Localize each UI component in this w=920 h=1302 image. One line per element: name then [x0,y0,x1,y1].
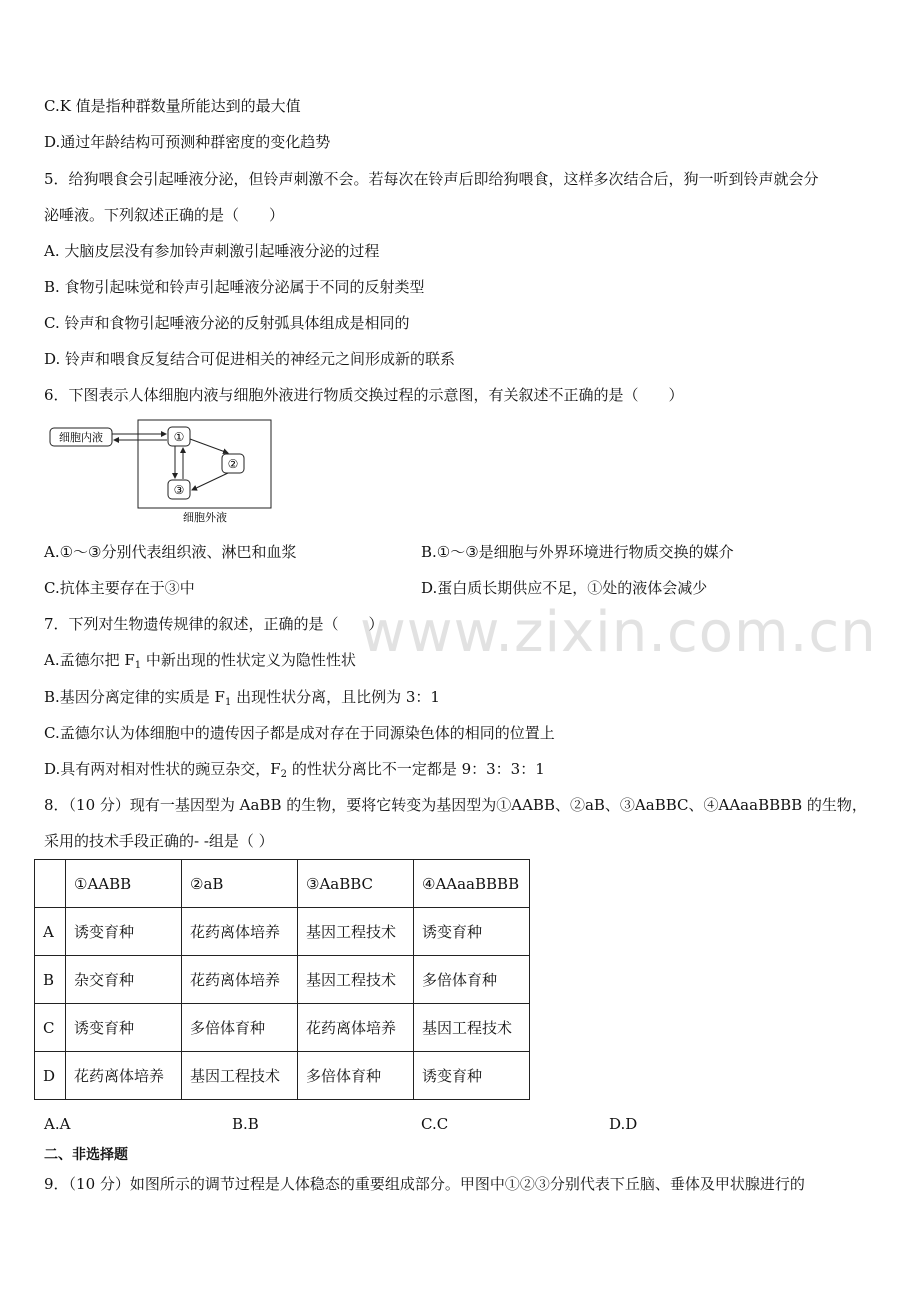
table-cell: 多倍体育种 [298,1052,414,1100]
table-row-label: A [35,908,66,956]
q8-stem-line2: 采用的技术手段正确的- -组是（ ） [44,832,274,850]
table-cell: 基因工程技术 [298,956,414,1004]
q8-option-b: B.B [232,1115,259,1133]
table-row [35,1052,530,1100]
table-cell: 诱变育种 [414,908,530,956]
q5-stem-line2: 泌唾液。下列叙述正确的是（ ） [44,206,285,224]
q5-option-a: A. 大脑皮层没有参加铃声刺激引起唾液分泌的过程 [44,242,380,260]
section-heading: 二、非选择题 [44,1147,128,1163]
q5-option-d: D. 铃声和喂食反复结合可促进相关的神经元之间形成新的联系 [44,350,456,368]
q4-option-c: C.K 值是指种群数量所能达到的最大值 [44,97,301,115]
table-row-label: D [35,1052,66,1100]
table-header-cell: ④AAaaBBBB [414,860,530,908]
table-row-label: B [35,956,66,1004]
q8-stem-line1: 8．（10 分）现有一基因型为 AaBB 的生物，要将它转变为基因型为①AABB、②aB、③AaBBC、④AAaaBBBB 的生物， [44,796,867,814]
table-header-cell: ①AABB [66,860,182,908]
q6-stem: 6．下图表示人体细胞内液与细胞外液进行物质交换过程的示意图，有关叙述不正确的是（ ） [44,386,684,404]
node-1-label: ① [173,430,185,444]
q5-option-b: B. 食物引起味觉和铃声引起唾液分泌属于不同的反射类型 [44,278,425,296]
table-cell: 基因工程技术 [414,1004,530,1052]
table-cell: 多倍体育种 [182,1004,298,1052]
table-row [35,956,530,1004]
q8-option-d: D.D [609,1115,638,1133]
table-cell: 诱变育种 [414,1052,530,1100]
intracellular-label: 细胞内液 [59,431,103,444]
q7-option-c: C.孟德尔认为体细胞中的遗传因子都是成对存在于同源染色体的相同的位置上 [44,724,555,742]
table-cell: 花药离体培养 [182,908,298,956]
table-cell: 多倍体育种 [414,956,530,1004]
q9-stem: 9．（10 分）如图所示的调节过程是人体稳态的重要组成部分。甲图中①②③分别代表下丘脑、垂体及甲状腺进行的 [44,1175,805,1193]
table-row-label: C [35,1004,66,1052]
watermark: www.zixin.com.cn [360,600,877,665]
arrow-1-to-2 [190,439,228,453]
q6-option-d: D.蛋白质长期供应不足，①处的液体会减少 [421,579,708,597]
q5-option-c: C. 铃声和食物引起唾液分泌的反射弧具体组成是相同的 [44,314,410,332]
table-cell: 杂交育种 [66,956,182,1004]
table-cell: 花药离体培养 [66,1052,182,1100]
table-header-cell: ②aB [182,860,298,908]
q7-option-a: A.孟德尔把 $F_1$ 中新出现的性状定义为隐性性状 [44,651,356,671]
q4-option-d: D.通过年龄结构可预测种群密度的变化趋势 [44,133,331,151]
table-cell: 基因工程技术 [182,1052,298,1100]
table-cell: 基因工程技术 [298,908,414,956]
table-cell: 花药离体培养 [298,1004,414,1052]
table-row [35,1004,530,1052]
extracellular-label: 细胞外液 [183,511,227,524]
q8-option-a: A.A [44,1115,71,1133]
table-header-cell: ③AaBBC [298,860,414,908]
table-header-row [35,860,530,908]
q6-option-b: B.①～③是细胞与外界环境进行物质交换的媒介 [421,543,734,561]
q7-option-d: D.具有两对相对性状的豌豆杂交，$F_2$ 的性状分离比不一定都是 9：3：3：1 [44,760,545,780]
q7-stem: 7．下列对生物遗传规律的叙述，正确的是（ ） [44,615,384,633]
table-cell: 花药离体培养 [182,956,298,1004]
table-cell [35,860,66,908]
table-cell: 诱变育种 [66,1004,182,1052]
table-row [35,908,530,956]
arrow-2-to-3 [192,473,228,490]
q8-table [34,859,530,1100]
q7-option-b: B.基因分离定律的实质是 $F_1$ 出现性状分离，且比例为 3：1 [44,688,440,708]
q6-option-c: C.抗体主要存在于③中 [44,579,195,597]
exchange-diagram [48,419,278,527]
q6-option-a: A.①～③分别代表组织液、淋巴和血浆 [44,543,297,561]
extracellular-box [138,420,271,508]
q8-option-c: C.C [421,1115,449,1133]
node-2-label: ② [227,457,239,471]
node-3-label: ③ [173,483,185,497]
q5-stem-line1: 5．给狗喂食会引起唾液分泌，但铃声刺激不会。若每次在铃声后即给狗喂食，这样多次结合后，狗一听到铃声就会分 [44,170,819,188]
table-cell: 诱变育种 [66,908,182,956]
